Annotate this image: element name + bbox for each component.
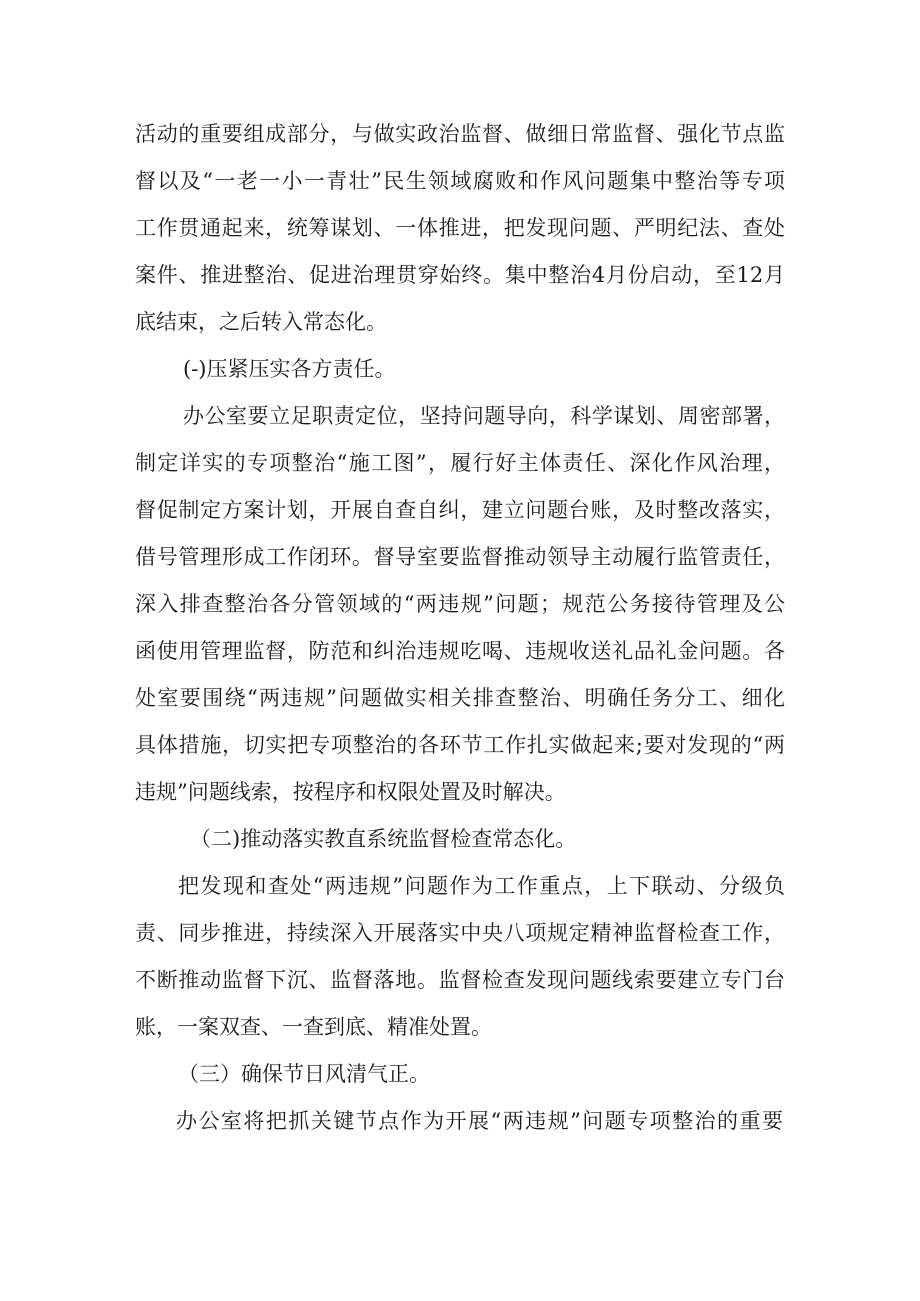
body-line: 督以及“一老一小一青壮”民生领域腐败和作风问题集中整治等专项 [135,169,785,193]
body-line: 制定详实的专项整治“施工图”，履行好主体责任、深化作风治理， [135,451,785,475]
body-line: 责、同步推进，持续深入开展落实中央八项规定精神监督检查工作， [135,921,785,945]
body-line: 具体措施，切实把专项整治的各环节工作扎实做起来;要对发现的“两 [135,733,785,757]
section-heading-2: （二)推动落实教直系统监督检查常态化。 [190,827,577,851]
body-line: 借号管理形成工作闭环。督导室要监督推动领导主动履行监管责任， [135,545,785,569]
body-line: 底结束，之后转入常态化。 [135,310,387,334]
section-heading-3: （三）确保节日风清气正。 [178,1062,430,1086]
section-heading-1: (-)压紧压实各方责任。 [183,357,396,381]
body-line: 案件、推进整治、促进治理贯穿始终。集中整治4月份启动，至12月 [135,263,785,287]
paragraph-first-line: 办公室要立足职责定位，坚持问题导向，科学谋划、周密部署， [183,404,785,428]
body-line: 不断推动监督下沉、监督落地。监督检查发现问题线索要建立专门台 [135,968,785,992]
body-line: 深入排查整治各分管领域的“两违规”问题；规范公务接待管理及公 [135,592,785,616]
body-line: 督促制定方案计划，开展自查自纠，建立问题台账，及时整改落实， [135,498,785,522]
body-line: 活动的重要组成部分，与做实政治监督、做细日常监督、强化节点监 [135,122,785,146]
body-line: 工作贯通起来，统筹谋划、一体推进，把发现问题、严明纪法、查处 [135,216,785,240]
body-line: 违规”问题线索，按程序和权限处置及时解决。 [135,780,566,804]
body-line: 处室要围绕“两违规”问题做实相关排查整治、明确任务分工、细化 [135,686,785,710]
paragraph-first-line: 办公室将把抓关键节点作为开展“两违规”问题专项整治的重要 [176,1109,783,1133]
body-line: 函使用管理监督，防范和纠治违规吃喝、违规收送礼品礼金问题。各 [135,639,785,663]
paragraph-first-line: 把发现和查处“两违规”问题作为工作重点，上下联动、分级负 [178,874,785,898]
body-line: 账，一案双查、一查到底、精准处置。 [135,1015,492,1039]
